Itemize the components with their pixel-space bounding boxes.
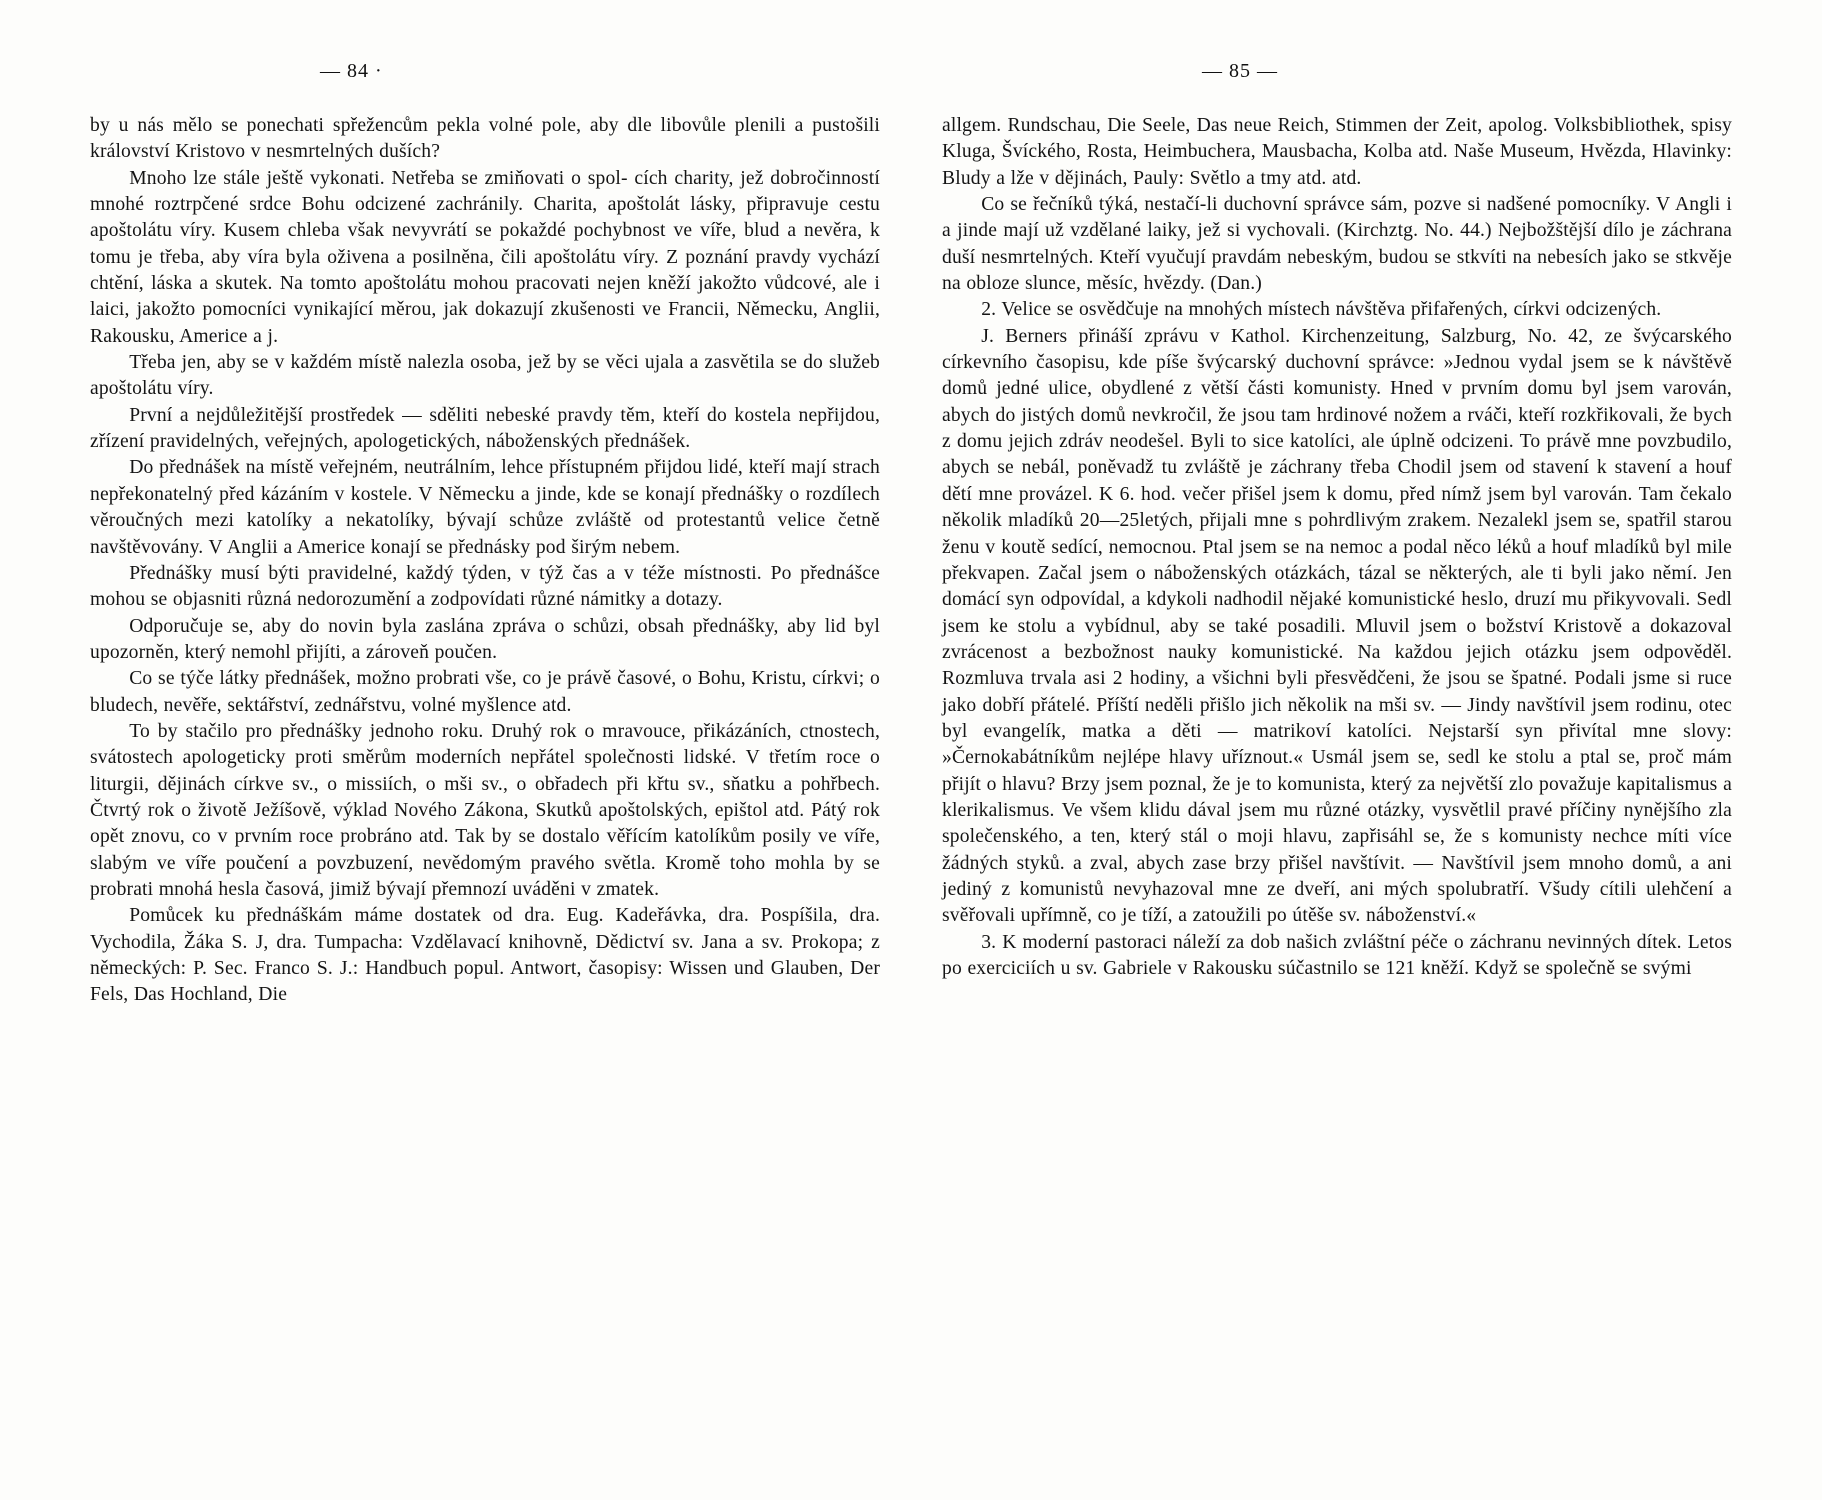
- page-number-right: — 85 —: [1202, 60, 1278, 82]
- paragraph: Co se týče látky přednášek, možno probrati vše, co je právě časové, o Bohu, Kristu, církvi; o bludech, nevěře, sektářství, zednářstvu, volné myšlence atd.: [90, 668, 880, 716]
- paragraph: by u nás mělo se ponechati spřežencům pekla volné pole, aby dle libovůle plenili a pustošili království Kristovo v nesmrtelných duších?: [90, 115, 880, 163]
- right-page: [942, 60, 1732, 1440]
- paragraph: Odporučuje se, aby do novin byla zaslána zpráva o schůzi, obsah přednášky, aby lid byl upozorněn, který nemohl přijíti, a zároveň poučen.: [90, 615, 880, 663]
- paragraph: 3. K moderní pastoraci náleží za dob našich zvláštní péče o záchranu nevinných dítek. Letos po exerciciích u sv. Gabriele v Rakousku súčastnilo se 121 kněží. Když se společně se svými: [942, 931, 1732, 979]
- paragraph: 2. Velice se osvědčuje na mnohých místech návštěva přifařených, církvi odcizených.: [981, 299, 1662, 321]
- left-page: [90, 60, 880, 1440]
- paragraph: Přednášky musí býti pravidelné, každý týden, v týž čas a v téže místnosti. Po přednášce mohou se objasniti různá nedorozumění a zodpovídati různé námitky a dotazy.: [90, 562, 880, 611]
- two-page-spread: [0, 60, 1822, 1440]
- paragraph: J. Berners přináší zprávu v Kathol. Kirchenzeitung, Salzburg, No. 42, ze švýcarského církevního časopisu, kde píše švýcarský duchovní správce: »Jednou vydal jsem se k návštěvě domů jedné ulice, obydlené z větší části komunisty. Hned v prvním domu byl jsem varován, abych do jistých domů nevkročil, že jsou tam hrdinové nožem a rváči, kteří rozkřikovali, že bych z domu jejich zdráv neodešel. Byli to sice katolíci, ale úplně odcizeni. To právě mne povzbudilo, abych se nebál, poněvadž tu zvláště je záchrany třeba Chodil jsem od stavení k stavení a houf dětí mne provázel. K 6. hod. večer přišel jsem k domu, před nímž jsem byl varován. Tam čekalo několik mladíků 20—25letých, přijali mne s pohrdlivým zrakem. Nezalekl jsem se, spatřil starou ženu v koutě sedící, nemocnou. Ptal jsem se na nemoc a podal něco léků a houf mladíků byl mile překvapen. Začal jsem o náboženských otázkách, tázal se některých, ale ti byli jako němí. Jen domácí syn odpovídal, a kdykoli nadhodil nějaké komunistické heslo, druzí mu přikyvovali. Sedl jsem ke stolu a vybídnul, aby se také posadili. Mluvil jsem o božství Kristově a dokazoval zvrácenost a bezbožnost nauky komunistické. Na každou jejich otázku jsem odpověděl. Rozmluva trvala asi 2 hodiny, a všichni byli přesvědčeni, že jsou se špatné. Podali jsme si ruce jako dobří přátelé. Příští neděli přišlo jich několik na mši sv. — Jindy navštívil jsem rodinu, otec byl evangelík, matka a děti — matrikoví katolíci. Nejstarší syn přivítal mne slovy: »Černokabátníkům nejlépe hlavy uříznout.« Usmál jsem se, sedl ke stolu a ptal se, proč mám přijít o hlavu? Brzy jsem poznal, že je to komunista, který za největší zlo považuje kapitalismus a klerikalismus. Ve všem klidu dával jsem mu různé otázky, vysvětlil pravé příčiny nynějšího zla společenského, a ten, který stál o moji hlavu, zapřisáhl se, že s komunisty nechce míti více žádných styků. a zval, abych zase brzy přišel navštívit. — Navštívil jsem mnoho domů, a ani jediný z komunistů nevyhazoval mne ze dveří, ani mých spolubratří. Všudy cítili ulehčení a svěřovali upřímně, co je tíží, a zatoužili po útěše sv. náboženství.«: [942, 325, 1732, 927]
- left-page-text-column: [90, 113, 880, 1009]
- page-number-left: — 84 ·: [320, 60, 383, 82]
- right-page-text-column: [942, 113, 1732, 982]
- paragraph: To by stačilo pro přednášky jednoho roku. Druhý rok o mravouce, přikázáních, ctnostech, svátostech apologeticky proti směrům moderních nepřátel společnosti lidské. V třetím roce o liturgii, dějinách církve sv., o missiích, o mši sv., o obřadech při křtu sv., sňatku a pohřbech. Čtvrtý rok o životě Ježíšově, výklad Nového Zákona, Skutků apoštolských, epištol atd. Pátý rok opět znovu, co v prvním roce probráno atd. Tak by se dostalo věřícím katolíkům posily ve víře, slabým ve víře poučení a povzbuzení, nevědomým pravého světla. Kromě toho mohla by se probrati mnohá hesla časová, jimiž bývají přemnozí uváděni v zmatek.: [90, 720, 880, 900]
- paragraph: Pomůcek ku přednáškám máme dostatek od dra. Eug. Kadeřávka, dra. Pospíšila, dra. Vychodila, Žáka S. J, dra. Tumpacha: Vzdělavací knihovně, Dědictví sv. Jana a sv. Prokopa; z německých: P. Sec. Franco S. J.: Handbuch popul. Antwort, časopisy: Wissen und Glauben, Der Fels, Das Hochland, Die: [90, 905, 880, 1006]
- paragraph: Třeba jen, aby se v každém místě nalezla osoba, jež by se věci ujala a zasvětila se do služeb apoštolátu víry.: [90, 352, 880, 400]
- paragraph: Mnoho lze stále ještě vykonati. Netřeba se zmiňovati o spol- cích charity, jež dobročinností mnohé roztrpčené srdce Bohu odcizené zachránily. Charita, apoštolát lásky, připravuje cestu apoštolátu víry. Kusem chleba však nevyvrátí se pokaždé pochybnost ve víře, blud a nevěra, k tomu je třeba, aby víra byla oživena a posilněna, čili apoštolátu víry. Z poznání pravdy vychází chtění, láska a skutek. Na tomto apoštolátu mohou pracovati nejen kněží jakožto vůdcové, ale i laici, jakožto pomocníci vynikající měrou, jak dokazují zkušenosti ve Francii, Německu, Anglii, Rakousku, Americe a j.: [90, 167, 880, 347]
- paragraph: První a nejdůležitější prostředek — sděliti nebeské pravdy těm, kteří do kostela nepřijdou, zřízení pravidelných, veřejných, apologetických, náboženských přednášek.: [90, 404, 880, 453]
- paragraph: allgem. Rundschau, Die Seele, Das neue Reich, Stimmen der Zeit, apolog. Volksbibliothek, spisy Kluga, Švíckého, Rosta, Heimbuchera, Mausbacha, Kolba atd. Naše Museum, Hvězda, Hlavinky: Bludy a lže v dějinách, Pauly: Světlo a tmy atd. atd.: [942, 115, 1732, 189]
- paragraph: Do přednášek na místě veřejném, neutrálním, lehce přístupném přijdou lidé, kteří mají strach nepřekonatelný před kázáním v kostele. V Německu a jinde, kde se konají přednášky o rozdílech věroučných mezi katolíky a nekatolíky, bývají schůze zvláště od protestantů velice četně navštěvovány. V Anglii a Americe konají se přednásky pod širým nebem.: [90, 457, 880, 558]
- paragraph: Co se řečníků týká, nestačí-li duchovní správce sám, pozve si nadšené pomocníky. V Angli i a jinde mají už vzdělané laiky, jež si vychovali. (Kirchztg. No. 44.) Nejbožštější dílo je záchrana duší nesmrtelných. Kteří vyučují pravdám nebeským, budou se stkvíti na nebesích jako se stkvěje na obloze slunce, měsíc, hvězdy. (Dan.): [942, 194, 1732, 295]
